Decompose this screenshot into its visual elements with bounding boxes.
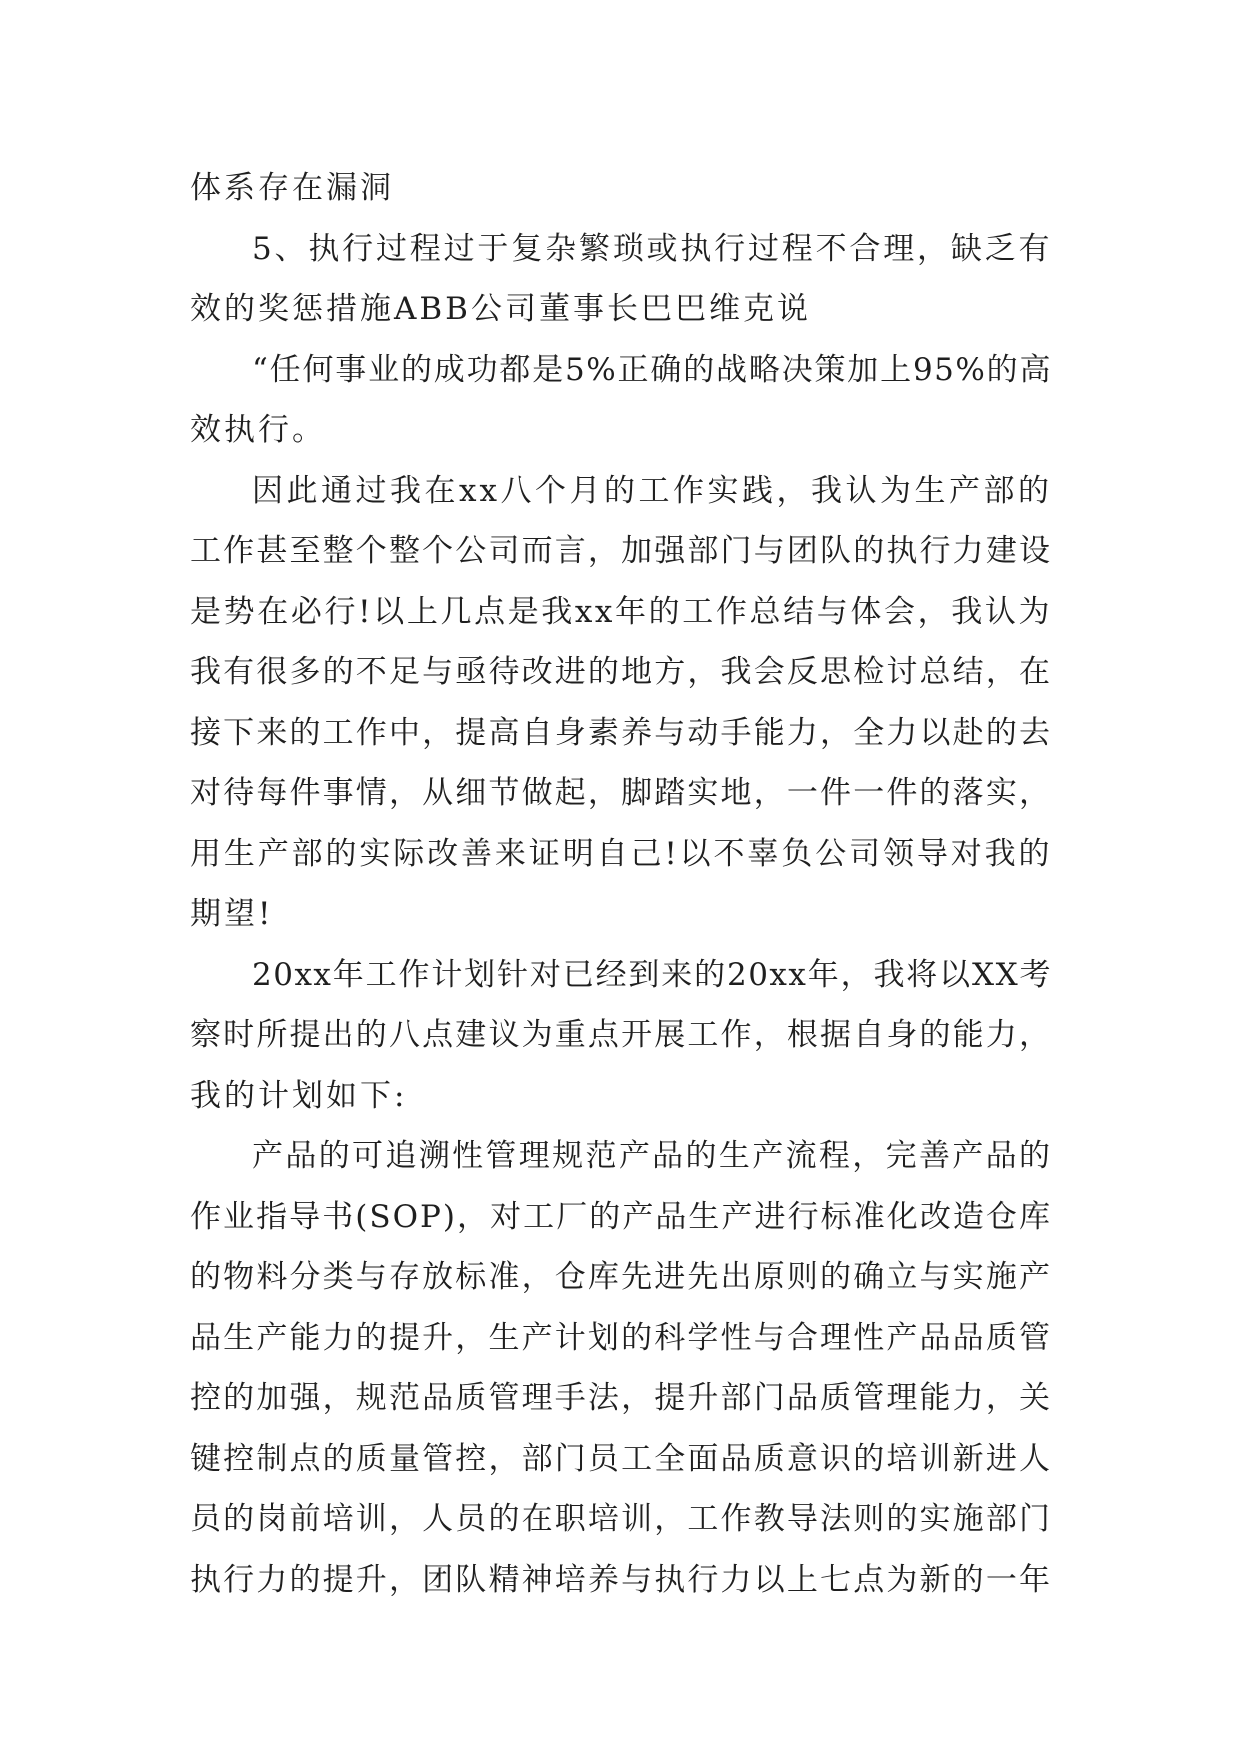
text-line: 期望! bbox=[190, 896, 274, 932]
text-line: 我有很多的不足与亟待改进的地方，我会反思检讨总结，在 bbox=[190, 654, 1052, 690]
text-line: 用生产部的实际改善来证明自己!以不辜负公司领导对我的 bbox=[190, 835, 1052, 872]
text-line: 效的奖惩措施ABB公司董事长巴巴维克说 bbox=[190, 291, 811, 327]
text-line: 我的计划如下: bbox=[190, 1077, 408, 1114]
text-line: 体系存在漏洞 bbox=[190, 170, 394, 206]
text-line: “任何事业的成功都是5%正确的战略决策加上95%的高 bbox=[252, 351, 1052, 388]
text-line: 因此通过我在xx八个月的工作实践，我认为生产部的 bbox=[252, 472, 1052, 509]
text-line: 是势在必行!以上几点是我xx年的工作总结与体会，我认为 bbox=[190, 593, 1052, 630]
text-line: 察时所提出的八点建议为重点开展工作，根据自身的能力， bbox=[190, 1017, 1052, 1053]
text-line: 键控制点的质量管控，部门员工全面品质意识的培训新进人 bbox=[190, 1440, 1052, 1477]
text-line: 产品的可追溯性管理规范产品的生产流程，完善产品的 bbox=[252, 1138, 1052, 1174]
document-body bbox=[190, 158, 1052, 1610]
text-line: 作业指导书(SOP)，对工厂的产品生产进行标准化改造仓库 bbox=[190, 1198, 1052, 1235]
text-line: 控的加强，规范品质管理手法，提升部门品质管理能力，关 bbox=[190, 1380, 1052, 1416]
text-line: 执行力的提升，团队精神培养与执行力以上七点为新的一年 bbox=[190, 1561, 1052, 1598]
text-line: 5、执行过程过于复杂繁琐或执行过程不合理，缺乏有 bbox=[252, 230, 1052, 267]
text-line: 的物料分类与存放标准，仓库先进先出原则的确立与实施产 bbox=[190, 1259, 1052, 1295]
text-line: 品生产能力的提升，生产计划的科学性与合理性产品品质管 bbox=[190, 1319, 1052, 1356]
text-line: 对待每件事情，从细节做起，脚踏实地，一件一件的落实， bbox=[190, 775, 1052, 811]
text-line: 工作甚至整个整个公司而言，加强部门与团队的执行力建设 bbox=[190, 533, 1052, 569]
text-line: 20xx年工作计划针对已经到来的20xx年，我将以XX考 bbox=[252, 956, 1052, 993]
text-line: 效执行。 bbox=[190, 412, 326, 448]
text-line: 接下来的工作中，提高自身素养与动手能力，全力以赴的去 bbox=[190, 714, 1052, 751]
text-line: 员的岗前培训，人员的在职培训，工作教导法则的实施部门 bbox=[190, 1501, 1052, 1537]
